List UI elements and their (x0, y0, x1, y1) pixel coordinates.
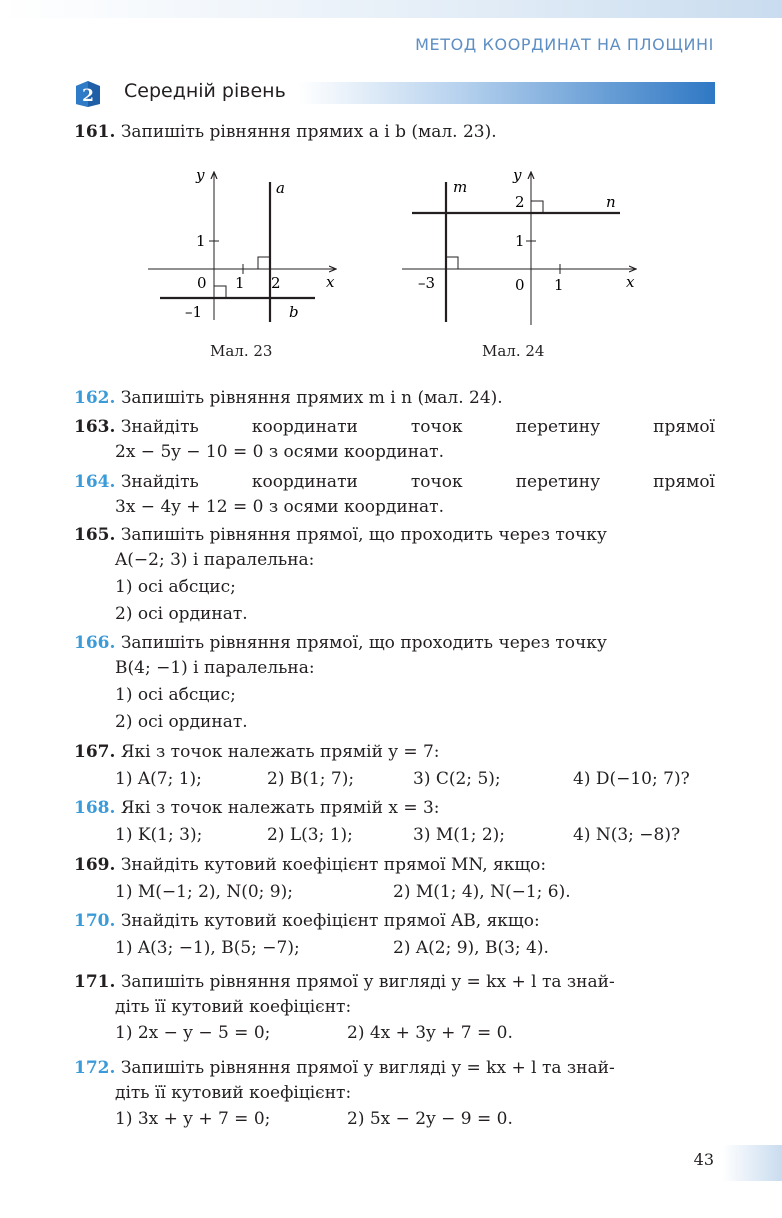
option: 4) N(3; −8)? (573, 825, 681, 845)
problem-165 (74, 523, 715, 548)
figure-23 (140, 160, 350, 335)
problem-167 (74, 740, 715, 765)
problem-166-item1: 1) осі абсцис; (115, 685, 236, 705)
option: 2) M(1; 4), N(−1; 6). (393, 882, 571, 902)
fig23-tick-2: 2 (271, 274, 281, 292)
fig24-x-label: x (626, 273, 635, 291)
fig23-line-a-label: a (276, 179, 285, 197)
page-number-band (722, 1145, 782, 1181)
option: 2) A(2; 9), B(3; 4). (393, 938, 549, 958)
problem-word: перетину (515, 417, 601, 437)
problem-word: прямої (653, 472, 715, 492)
option: 3) M(1; 2); (413, 825, 506, 845)
problem-text: Запишіть рівняння прямої у вигляді y = kx + l та знай- (120, 1058, 615, 1078)
problem-number: 170. (74, 911, 116, 931)
problem-word: перетину (515, 472, 601, 492)
fig24-tick-y1: 1 (515, 232, 525, 250)
fig24-line-m-label: m (453, 178, 468, 196)
problem-161 (74, 120, 715, 145)
problem-text: Знайдіть кутовий коефіцієнт прямої MN, якщо: (120, 855, 547, 875)
problem-number: 171. (74, 972, 116, 992)
option: 1) A(3; −1), B(5; −7); (115, 938, 300, 958)
problem-164-line2: 3x − 4y + 12 = 0 з осями координат. (115, 497, 444, 517)
problem-number: 165. (74, 525, 116, 545)
problem-text: Запишіть рівняння прямої, що проходить через точку (120, 633, 607, 653)
problem-text: Знайдіть кутовий коефіцієнт прямої AB, якщо: (120, 911, 540, 931)
problem-171-line2: діть її кутовий коефіцієнт: (115, 997, 352, 1017)
problem-172 (74, 1056, 715, 1081)
problem-168 (74, 796, 715, 821)
problem-word: точок (410, 472, 463, 492)
page-number: 43 (693, 1150, 714, 1169)
option: 1) A(7; 1); (115, 769, 202, 789)
problem-text: Запишіть рівняння прямої у вигляді y = kx + l та знай- (120, 972, 615, 992)
fig23-origin: 0 (197, 274, 207, 292)
problem-163-line2: 2x − 5y − 10 = 0 з осями координат. (115, 442, 444, 462)
figure-24 (398, 160, 643, 335)
problem-170 (74, 909, 715, 934)
fig24-line-n-label: n (606, 193, 616, 211)
problem-166-item2: 2) осі ординат. (115, 712, 248, 732)
problem-number: 161. (74, 122, 116, 142)
problem-172-line2: діть її кутовий коефіцієнт: (115, 1083, 352, 1103)
fig23-tick-ym1: –1 (185, 303, 203, 321)
option: 1) K(1; 3); (115, 825, 203, 845)
problem-165-line2: A(−2; 3) і паралельна: (115, 550, 315, 570)
problem-number: 169. (74, 855, 116, 875)
fig23-y-label: y (196, 166, 205, 184)
problem-word: точок (410, 417, 463, 437)
option: 3) C(2; 5); (413, 769, 501, 789)
fig23-line-b-label: b (289, 303, 299, 321)
problem-171 (74, 970, 715, 995)
fig24-tick-x1: 1 (554, 276, 564, 294)
level-badge-number: 2 (82, 86, 94, 106)
fig24-tick-y2: 2 (515, 193, 525, 211)
fig23-x-label: x (326, 273, 335, 291)
problem-164 (74, 470, 715, 495)
problem-text: Запишіть рівняння прямих m і n (мал. 24). (120, 388, 503, 408)
top-decor-band (0, 0, 782, 18)
problem-word: прямої (653, 417, 715, 437)
problem-number: 166. (74, 633, 116, 653)
problem-163 (74, 415, 715, 440)
fig24-tick-xm3: –3 (418, 274, 436, 292)
problem-word: Знайдіть (120, 472, 199, 492)
fig24-caption: Мал. 24 (482, 342, 545, 360)
option: 2) 5x − 2y − 9 = 0. (347, 1109, 513, 1129)
problem-text: Які з точок належать прямій x = 3: (120, 798, 440, 818)
fig24-y-label: y (513, 166, 522, 184)
option: 1) M(−1; 2), N(0; 9); (115, 882, 293, 902)
option: 1) 2x − y − 5 = 0; (115, 1023, 271, 1043)
fig23-tick-y1: 1 (196, 232, 206, 250)
problem-number: 168. (74, 798, 116, 818)
problem-number: 172. (74, 1058, 116, 1078)
problem-number: 167. (74, 742, 116, 762)
problem-text: Запишіть рівняння прямої, що проходить через точку (120, 525, 607, 545)
fig23-caption: Мал. 23 (210, 342, 273, 360)
problem-169 (74, 853, 715, 878)
fig24-origin: 0 (515, 276, 525, 294)
level-label: Середній рівень (124, 80, 286, 102)
option: 2) 4x + 3y + 7 = 0. (347, 1023, 513, 1043)
problem-165-item1: 1) осі абсцис; (115, 577, 236, 597)
problem-text: Які з точок належать прямій y = 7: (120, 742, 440, 762)
fig23-tick-1: 1 (235, 274, 245, 292)
problem-number: 163. (74, 417, 116, 437)
option: 4) D(−10; 7)? (573, 769, 690, 789)
problem-word: координати (251, 417, 358, 437)
level-badge (74, 80, 102, 108)
option: 2) L(3; 1); (267, 825, 353, 845)
problem-number: 162. (74, 388, 116, 408)
section-title: МЕТОД КООРДИНАТ НА ПЛОЩИНІ (415, 35, 714, 54)
problem-162 (74, 386, 715, 411)
option: 1) 3x + y + 7 = 0; (115, 1109, 271, 1129)
problem-word: Знайдіть (120, 417, 199, 437)
problem-165-item2: 2) осі ординат. (115, 604, 248, 624)
problem-number: 164. (74, 472, 116, 492)
problem-word: координати (251, 472, 358, 492)
problem-166 (74, 631, 715, 656)
option: 2) B(1; 7); (267, 769, 355, 789)
problem-text: Запишіть рівняння прямих a і b (мал. 23). (120, 122, 497, 142)
problem-166-line2: B(4; −1) і паралельна: (115, 658, 315, 678)
